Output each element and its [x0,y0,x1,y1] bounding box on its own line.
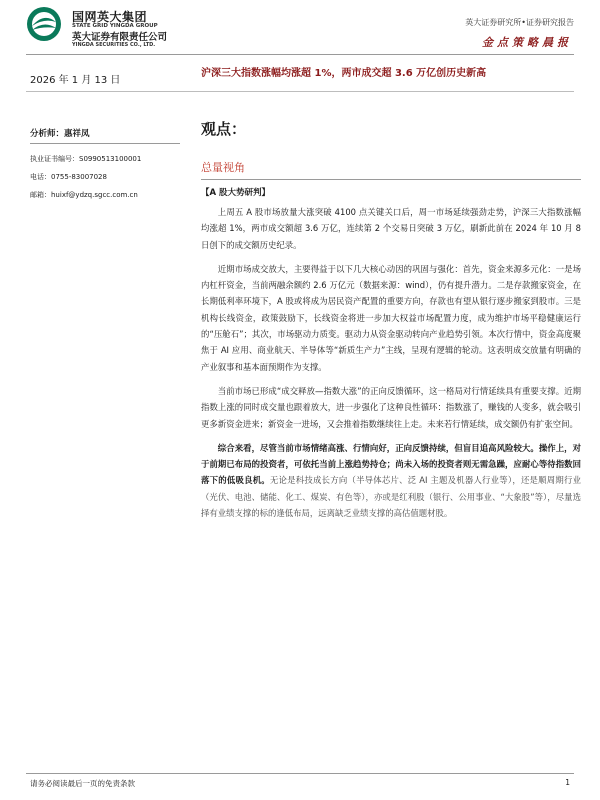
analyst-phone: 电话：0755-83007028 [30,173,107,181]
paragraph-3: 当前市场已形成“成交释放—指数大涨”的正向反馈循环，这一格局对行情延续具有重要支撑。近期指数上涨的同时成交量也跟着放大，进一步强化了这种良性循环：指数涨了，赚钱的人变多，就会吸引更多新资金进来；新资金一进场，又会推着指数继续往上走。未来若行情延续，成交额仍有扩张空间。 [201,385,581,429]
analyst-cert: 执业证书编号：S0990513100001 [30,155,142,163]
footer-disclaimer: 请务必阅读最后一页的免责条款 [30,779,135,788]
subsection-title: 总量视角 [201,161,245,174]
logo-group-name-en: STATE GRID YINGDA GROUP [72,23,158,29]
report-source: 英大证券研究所•证券研究报告 [465,18,574,27]
logo-group-name-cn: 国网英大集团 [72,10,148,24]
paragraph-4-light: 无论是科技成长方向（半导体芯片、泛 AI 主题及机器人行业等），还是顺周期行业（光伏、电池、储能、化工、煤炭、有色等），亦或是红利股（银行、公用事业、“大象股”等），尽量选择有业绩支撑的标的逢低布局，远离缺乏业绩支撑的高估值题材股。 [201,475,582,519]
footer-divider [26,773,574,774]
report-date: 2026 年 1 月 13 日 [30,75,121,86]
paragraph-4-bold: 综合来看，尽管当前市场情绪高涨、行情向好，正向反馈持续，但盲目追高风险较大。操作上，对于前期已布局的投资者，可依托当前上涨趋势持仓；尚未入场的投资者则无需急躁，应耐心等待指数回落下的低吸良机。 [201,442,581,486]
page-number: 1 [565,778,570,787]
analyst-email: 邮箱：huixf@ydzq.sgcc.com.cn [30,191,138,199]
analyst-divider [30,143,180,144]
paragraph-1: 上周五 A 股市场放量大涨突破 4100 点关键关口后，周一市场延续强劲走势，沪深三大指数涨幅均涨超 1%，两市成交额超 3.6 万亿，连续第 2 个交易日突破 3 万亿，刷新此前在 2024 年 10 月 8 日创下的成交额历史纪录。 [201,207,581,250]
company-logo [26,6,226,50]
analyst-name: 分析师：惠祥凤 [30,129,90,139]
state-grid-logo-icon [26,6,62,42]
header-divider [26,54,574,55]
topic-tag: 【A 股大势研判】 [201,188,271,198]
report-series-title: 金点策略晨报 [482,36,572,49]
paragraph-2: 近期市场成交放大，主要得益于以下几大核心动因的巩固与强化：首先，资金来源多元化：一是场内杠杆资金，当前两融余额约 2.6 万亿元（数据来源：wind），仍有提升潜力。二是存款搬家资金，在长期低利率环境下，A 股或将成为居民资产配置的重要方向，存款也有望从银行逐步搬家到股市。三是机构长线资金，政策鼓励下，长线资金将进一步加大权益市场配置力度，成为维护市场平稳健康运行的“压舱石”；其次，市场驱动力质变。驱动力从资金驱动转向产业趋势引领。本次行情中，资金高度聚焦于 AI 应用、商业航天、半导体等“新质生产力”主线，呈现有逻辑的轮动。这表明成交放量有明确的产业叙事和基本面预期作为支撑。 [201,263,581,372]
report-body [201,118,581,529]
analyst-info-panel [30,127,190,204]
title-divider [26,91,574,92]
logo-company-name-cn: 英大证券有限责任公司 [72,32,168,43]
subsection-divider [201,179,581,180]
section-title: 观点： [201,120,247,138]
logo-company-name-en: YINGDA SECURITIES CO., LTD. [72,42,156,48]
paragraph-4 [201,440,581,521]
report-headline: 沪深三大指数涨幅均涨超 1%，两市成交超 3.6 万亿创历史新高 [201,68,487,79]
